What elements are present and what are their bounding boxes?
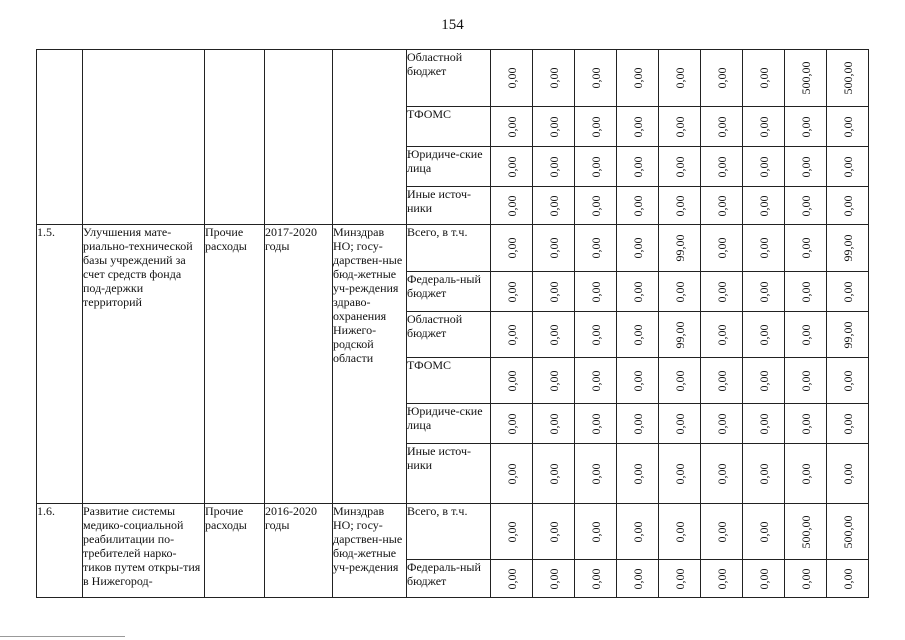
value-text: 0,00	[714, 281, 729, 302]
value-cell	[701, 504, 743, 560]
value-cell	[533, 187, 575, 225]
value-cell	[617, 187, 659, 225]
value-cell	[533, 272, 575, 312]
value-text: 0,00	[672, 413, 687, 434]
executor: Минздрав НО; госу-дарствен-ные бюд-жетные уч-реждения	[333, 504, 407, 598]
value-text: 0,00	[756, 413, 771, 434]
value-text: 0,00	[546, 521, 561, 542]
name-cell	[83, 50, 205, 225]
value-text: 0,00	[756, 463, 771, 484]
value-text: 0,00	[798, 156, 813, 177]
value-text: 99,00	[840, 234, 855, 262]
value-cell	[533, 312, 575, 358]
value-cell	[701, 358, 743, 404]
period: 2016-2020 годы	[265, 504, 333, 598]
value-cell	[701, 560, 743, 598]
funding-source: ТФОМС	[407, 358, 491, 404]
funding-source: ТФОМС	[407, 107, 491, 147]
value-cell	[827, 560, 869, 598]
value-cell	[785, 358, 827, 404]
value-text: 0,00	[588, 370, 603, 391]
value-cell	[575, 444, 617, 504]
value-text: 0,00	[840, 116, 855, 137]
value-cell	[533, 358, 575, 404]
value-text: 0,00	[504, 324, 519, 345]
value-cell	[575, 404, 617, 444]
funding-source: Федераль-ный бюджет	[407, 560, 491, 598]
value-cell	[785, 444, 827, 504]
value-cell	[743, 560, 785, 598]
value-text: 0,00	[546, 413, 561, 434]
number-cell	[37, 50, 83, 225]
value-text: 0,00	[630, 116, 645, 137]
value-cell	[743, 147, 785, 187]
value-text: 0,00	[840, 463, 855, 484]
value-text: 0,00	[504, 67, 519, 89]
value-text: 0,00	[672, 195, 687, 216]
value-cell	[659, 560, 701, 598]
value-cell	[785, 404, 827, 444]
table-row	[37, 504, 869, 560]
value-text: 0,00	[504, 463, 519, 484]
value-cell	[785, 107, 827, 147]
item-name: Развитие системы медико-социальной реабилитации по-требителей нарко-тиков путем откры-тия в Нижегород-	[83, 504, 205, 598]
value-cell	[827, 147, 869, 187]
value-cell	[827, 272, 869, 312]
funding-source: Всего, в т.ч.	[407, 504, 491, 560]
value-text: 0,00	[672, 116, 687, 137]
value-cell	[743, 504, 785, 560]
value-text: 0,00	[672, 156, 687, 177]
value-cell	[659, 187, 701, 225]
value-text: 0,00	[588, 195, 603, 216]
value-text: 0,00	[504, 116, 519, 137]
value-text: 0,00	[798, 324, 813, 345]
value-text: 0,00	[714, 370, 729, 391]
value-cell	[533, 225, 575, 272]
value-text: 500,00	[840, 515, 855, 548]
value-cell	[827, 107, 869, 147]
value-cell	[533, 107, 575, 147]
executor: Минздрав НО; госу-дарствен-ные бюд-жетные уч-реждения здраво-охранения Нижего-родской области	[333, 225, 407, 504]
value-text: 99,00	[840, 321, 855, 348]
value-text: 0,00	[588, 281, 603, 302]
value-cell	[785, 504, 827, 560]
value-cell	[659, 225, 701, 272]
value-text: 0,00	[546, 116, 561, 137]
value-cell	[659, 504, 701, 560]
value-cell	[659, 107, 701, 147]
value-cell	[701, 272, 743, 312]
value-text: 0,00	[630, 67, 645, 89]
value-cell	[785, 187, 827, 225]
value-text: 0,00	[588, 156, 603, 177]
value-cell	[701, 50, 743, 107]
value-text: 0,00	[756, 324, 771, 345]
value-text: 0,00	[672, 568, 687, 589]
value-cell	[743, 404, 785, 444]
value-text: 0,00	[504, 195, 519, 216]
value-cell	[617, 107, 659, 147]
value-text: 0,00	[588, 116, 603, 137]
value-text: 0,00	[756, 237, 771, 259]
value-cell	[701, 312, 743, 358]
value-text: 99,00	[672, 234, 687, 262]
value-cell	[659, 444, 701, 504]
value-cell	[701, 404, 743, 444]
value-text: 0,00	[798, 195, 813, 216]
value-cell	[701, 147, 743, 187]
value-cell	[491, 560, 533, 598]
value-cell	[491, 312, 533, 358]
value-cell	[659, 312, 701, 358]
value-cell	[617, 444, 659, 504]
value-text: 0,00	[798, 463, 813, 484]
value-cell	[617, 225, 659, 272]
value-cell	[701, 225, 743, 272]
value-cell	[659, 404, 701, 444]
value-cell	[533, 50, 575, 107]
value-text: 0,00	[546, 195, 561, 216]
value-text: 0,00	[798, 568, 813, 589]
value-cell	[617, 560, 659, 598]
value-text: 0,00	[714, 156, 729, 177]
value-text: 0,00	[546, 67, 561, 89]
funding-source: Юридиче-ские лица	[407, 147, 491, 187]
value-cell	[701, 444, 743, 504]
value-text: 0,00	[504, 281, 519, 302]
value-text: 0,00	[546, 568, 561, 589]
value-cell	[659, 272, 701, 312]
value-cell	[533, 504, 575, 560]
value-text: 0,00	[798, 237, 813, 259]
value-text: 0,00	[714, 463, 729, 484]
value-cell	[533, 560, 575, 598]
table-row	[37, 225, 869, 272]
value-text: 0,00	[630, 521, 645, 542]
value-text: 0,00	[714, 521, 729, 542]
value-text: 0,00	[672, 370, 687, 391]
value-cell	[491, 147, 533, 187]
value-cell	[617, 358, 659, 404]
period-cell	[265, 50, 333, 225]
value-text: 0,00	[714, 237, 729, 259]
value-text: 0,00	[714, 413, 729, 434]
value-text: 0,00	[630, 195, 645, 216]
value-cell	[491, 504, 533, 560]
value-cell	[533, 147, 575, 187]
value-text: 0,00	[546, 463, 561, 484]
value-text: 0,00	[840, 281, 855, 302]
value-cell	[491, 107, 533, 147]
item-number: 1.5.	[37, 225, 83, 504]
value-cell	[827, 187, 869, 225]
value-text: 0,00	[588, 67, 603, 89]
value-text: 0,00	[504, 156, 519, 177]
expense-type: Прочие расходы	[205, 504, 265, 598]
value-cell	[827, 444, 869, 504]
value-cell	[617, 50, 659, 107]
value-text: 0,00	[504, 413, 519, 434]
value-cell	[575, 358, 617, 404]
value-cell	[785, 225, 827, 272]
value-text: 99,00	[672, 321, 687, 348]
table-row	[37, 50, 869, 107]
item-number: 1.6.	[37, 504, 83, 598]
value-text: 0,00	[798, 413, 813, 434]
value-text: 0,00	[546, 324, 561, 345]
value-cell	[533, 444, 575, 504]
value-cell	[575, 504, 617, 560]
value-text: 0,00	[840, 156, 855, 177]
value-text: 0,00	[630, 237, 645, 259]
page-number: 154	[441, 17, 464, 33]
value-cell	[785, 147, 827, 187]
value-cell	[827, 404, 869, 444]
value-text: 0,00	[756, 116, 771, 137]
value-text: 0,00	[672, 281, 687, 302]
value-cell	[659, 147, 701, 187]
value-text: 0,00	[588, 463, 603, 484]
value-text: 0,00	[546, 156, 561, 177]
value-cell	[743, 50, 785, 107]
value-text: 0,00	[588, 324, 603, 345]
value-cell	[743, 187, 785, 225]
funding-source: Иные источ-ники	[407, 444, 491, 504]
value-cell	[785, 312, 827, 358]
value-text: 0,00	[840, 195, 855, 216]
value-cell	[617, 312, 659, 358]
value-cell	[617, 404, 659, 444]
value-text: 500,00	[798, 61, 813, 95]
value-cell	[617, 147, 659, 187]
value-text: 0,00	[504, 237, 519, 259]
value-text: 0,00	[630, 156, 645, 177]
value-text: 0,00	[672, 67, 687, 89]
value-text: 0,00	[756, 156, 771, 177]
value-cell	[491, 272, 533, 312]
value-cell	[827, 50, 869, 107]
value-cell	[575, 312, 617, 358]
value-text: 0,00	[756, 195, 771, 216]
funding-source: Областной бюджет	[407, 312, 491, 358]
value-text: 0,00	[630, 568, 645, 589]
value-cell	[659, 50, 701, 107]
value-text: 0,00	[714, 568, 729, 589]
value-text: 0,00	[504, 370, 519, 391]
value-text: 0,00	[546, 237, 561, 259]
funding-source: Юридиче-ские лица	[407, 404, 491, 444]
value-text: 0,00	[588, 568, 603, 589]
value-cell	[827, 225, 869, 272]
value-text: 0,00	[630, 370, 645, 391]
value-cell	[575, 187, 617, 225]
value-text: 0,00	[714, 116, 729, 137]
value-text: 0,00	[672, 521, 687, 542]
value-text: 0,00	[504, 568, 519, 589]
value-cell	[743, 444, 785, 504]
value-cell	[575, 50, 617, 107]
value-text: 500,00	[798, 515, 813, 548]
value-text: 0,00	[546, 370, 561, 391]
value-cell	[827, 312, 869, 358]
value-cell	[785, 272, 827, 312]
value-text: 0,00	[756, 281, 771, 302]
expense-cell	[205, 50, 265, 225]
value-text: 0,00	[546, 281, 561, 302]
funding-source: Федераль-ный бюджет	[407, 272, 491, 312]
value-cell	[827, 504, 869, 560]
funding-source: Всего, в т.ч.	[407, 225, 491, 272]
value-text: 0,00	[714, 324, 729, 345]
value-text: 0,00	[504, 521, 519, 542]
value-text: 0,00	[840, 568, 855, 589]
value-text: 0,00	[588, 521, 603, 542]
value-cell	[617, 504, 659, 560]
value-cell	[701, 107, 743, 147]
value-cell	[743, 358, 785, 404]
item-name: Улучшения мате-риально-технической базы учреждений за счет средств фонда под-держки территорий	[83, 225, 205, 504]
executor-cell	[333, 50, 407, 225]
value-text: 0,00	[756, 568, 771, 589]
funding-source: Областной бюджет	[407, 50, 491, 107]
value-cell	[491, 404, 533, 444]
value-text: 0,00	[840, 370, 855, 391]
value-cell	[491, 358, 533, 404]
period: 2017-2020 годы	[265, 225, 333, 504]
value-cell	[785, 560, 827, 598]
value-text: 0,00	[672, 463, 687, 484]
value-text: 0,00	[798, 370, 813, 391]
value-cell	[743, 225, 785, 272]
value-text: 0,00	[588, 237, 603, 259]
footnote-rule	[0, 636, 125, 637]
value-text: 0,00	[630, 281, 645, 302]
value-cell	[743, 312, 785, 358]
value-cell	[785, 50, 827, 107]
funding-source: Иные источ-ники	[407, 187, 491, 225]
value-cell	[743, 272, 785, 312]
value-text: 500,00	[840, 61, 855, 95]
value-text: 0,00	[588, 413, 603, 434]
value-cell	[575, 225, 617, 272]
value-cell	[743, 107, 785, 147]
budget-table	[36, 49, 869, 598]
value-text: 0,00	[630, 463, 645, 484]
value-cell	[575, 272, 617, 312]
value-cell	[491, 187, 533, 225]
value-cell	[533, 404, 575, 444]
value-cell	[617, 272, 659, 312]
value-cell	[659, 358, 701, 404]
value-text: 0,00	[798, 116, 813, 137]
value-cell	[827, 358, 869, 404]
value-cell	[491, 225, 533, 272]
value-text: 0,00	[798, 281, 813, 302]
value-text: 0,00	[756, 67, 771, 89]
expense-type: Прочие расходы	[205, 225, 265, 504]
value-cell	[701, 187, 743, 225]
value-text: 0,00	[756, 370, 771, 391]
value-text: 0,00	[630, 413, 645, 434]
value-cell	[491, 50, 533, 107]
value-cell	[575, 107, 617, 147]
value-cell	[575, 147, 617, 187]
value-text: 0,00	[840, 413, 855, 434]
value-text: 0,00	[630, 324, 645, 345]
value-cell	[575, 560, 617, 598]
value-text: 0,00	[756, 521, 771, 542]
value-text: 0,00	[714, 195, 729, 216]
value-cell	[491, 444, 533, 504]
value-text: 0,00	[714, 67, 729, 89]
